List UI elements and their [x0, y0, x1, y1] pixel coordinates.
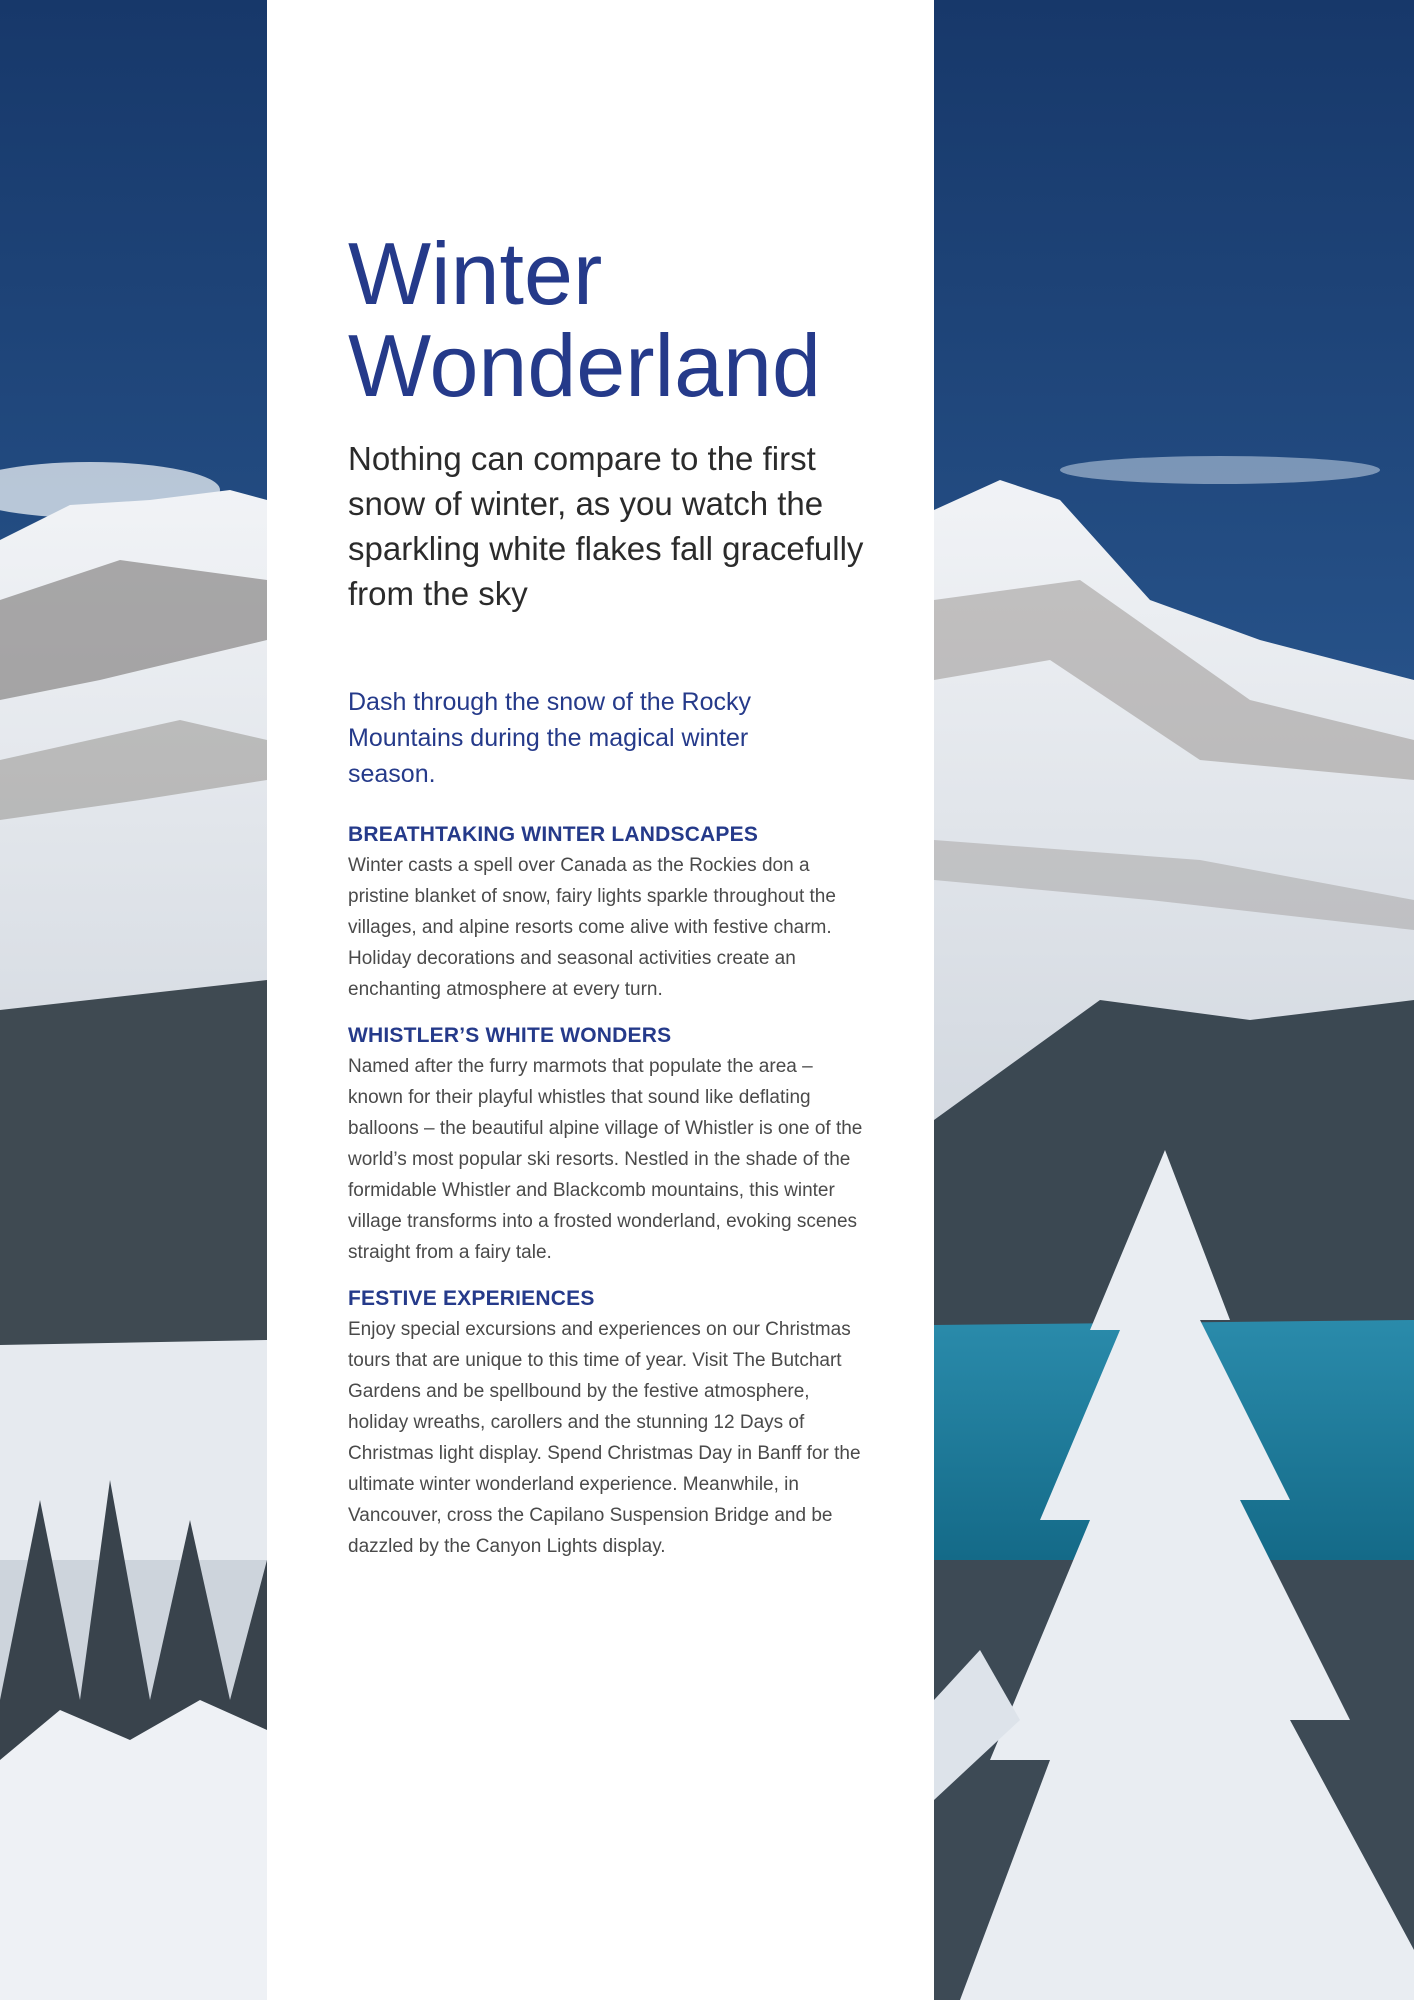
section-heading: WHISTLER’S WHITE WONDERS — [348, 1024, 672, 1047]
title-line-1: Winter — [348, 224, 603, 323]
section-body: Winter casts a spell over Canada as the Rockies don a pristine blanket of snow, fairy lights sparkle throughout the villages, and alpine resorts come alive with festive charm. Holiday decorations and seasonal activities create an enchanting atmosphere at every turn. — [348, 855, 836, 1000]
section-landscapes — [348, 820, 868, 1005]
title-line-2: Wonderland — [348, 316, 821, 415]
content-panel — [267, 0, 934, 2000]
section-whistler — [348, 1021, 868, 1268]
section-body: Enjoy special excursions and experiences on our Christmas tours that are unique to this time of year. Visit The Butchart Gardens and be spellbound by the festive atmosphere, holiday wreaths, carollers and the stunning 12 Days of Christmas light display. Spend Christmas Day in Banff for the ultimate winter wonderland experience. Meanwhile, in Vancouver, cross the Capilano Suspension Bridge and be dazzled by the Canyon Lights display. — [348, 1319, 861, 1557]
section-heading: FESTIVE EXPERIENCES — [348, 1287, 595, 1310]
section-festive — [348, 1284, 868, 1562]
page-title — [348, 224, 868, 415]
article — [348, 224, 868, 1562]
lead-paragraph: Nothing can compare to the first snow of winter, as you watch the sparkling white flakes fall gracefully from the sky — [348, 440, 864, 612]
section-body: Named after the furry marmots that populate the area – known for their playful whistles that sound like deflating balloons – the beautiful alpine village of Whistler is one of the world’s most popular ski resorts. Nestled in the shade of the formidable Whistler and Blackcomb mountains, this winter village transforms into a frosted wonderland, evoking scenes straight from a fairy tale. — [348, 1056, 863, 1263]
section-heading: BREATHTAKING WINTER LANDSCAPES — [348, 823, 759, 846]
subheading: Dash through the snow of the Rocky Mountains during the magical winter season. — [348, 688, 752, 788]
